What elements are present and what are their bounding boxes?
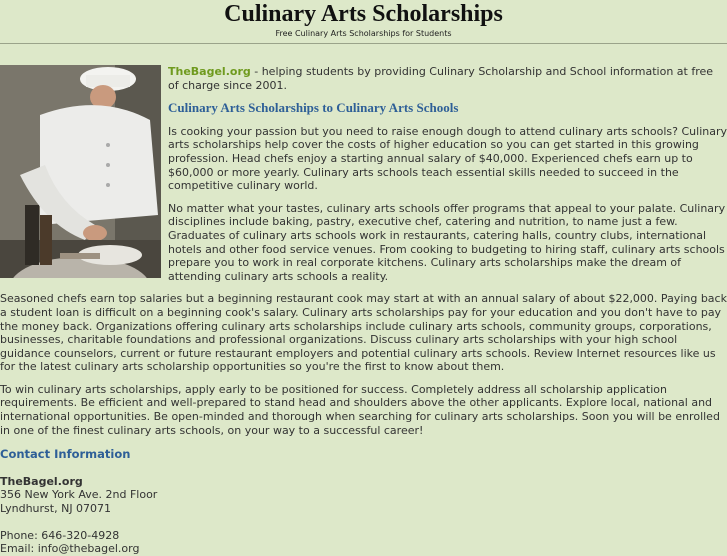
paragraph-1: Is cooking your passion but you need to raise enough dough to attend culinary arts schools? Culinary arts scholarships help cover the costs of higher education so you can get started in this growing profession. Head chefs enjoy a starting annual salary of $40,000. Experienced chefs earn up to $60,000 or more yearly. Culinary arts schools teach essential skills needed to succeed in the competitive culinary world. xyxy=(168,124,727,193)
chef-photo-icon xyxy=(0,65,161,278)
main-content xyxy=(0,44,727,556)
contact-spacer xyxy=(0,516,727,529)
site-subtitle: Free Culinary Arts Scholarships for Students xyxy=(275,29,452,38)
contact-address-line2: Lyndhurst, NJ 07071 xyxy=(0,502,112,516)
brand-link[interactable]: TheBagel.org xyxy=(168,65,251,78)
contact-phone: Phone: 646-320-4928 xyxy=(0,528,120,542)
chef-photo xyxy=(0,65,161,278)
contact-title: Contact Information xyxy=(0,447,131,462)
contact-address-line1: 356 New York Ave. 2nd Floor xyxy=(0,488,158,502)
contact-name: TheBagel.org xyxy=(0,474,83,488)
contact-email[interactable]: Email: info@thebagel.org xyxy=(0,542,140,556)
intro-description: - helping students by providing Culinary Scholarship and School information at free of charge since 2001. xyxy=(168,65,714,92)
paragraph-2: No matter what your tastes, culinary arts schools offer programs that appeal to your palate. Culinary disciplines include baking, pastry, executive chef, catering and nutrition, to name just a few. Graduates of culinary arts schools work in restaurants, catering halls, country clubs, international hotels and other food service venues. From cooking to budgeting to hiring staff, culinary arts schools prepare you to work in real corporate kitchens. Culinary arts scholarships make the dream of attending culinary arts schools a reality. xyxy=(168,201,726,283)
paragraph-3: Seasoned chefs earn top salaries but a beginning restaurant cook may start at with an annual salary of about $22,000. Paying back a student loan is difficult on a beginning cook's salary. Culinary arts scholarships pay for your education and you don't have to pay the money back. Organizations offering culinary arts scholarships include culinary arts schools, community groups, corporations, businesses, charitable foundations and professional organizations. Discuss culinary arts scholarships with your high school guidance counselors, current or future restaurant employers and potential culinary arts schools. Review Internet resources like us for the latest culinary arts scholarship opportunities so you're the first to know about them. xyxy=(0,292,727,374)
paragraph-4: To win culinary arts scholarships, apply early to be positioned for success. Completely address all scholarship application requirements. Be efficient and well-prepared to stand head and shoulders above the other applicants. Explore local, national and international opportunities. Be open-minded and thorough when searching for culinary arts scholarships. Soon you will be enrolled in one of the finest culinary arts schools, on your way to a successful career! xyxy=(0,382,720,437)
section-title: Culinary Arts Scholarships to Culinary Arts Schools xyxy=(168,100,459,116)
site-title: Culinary Arts Scholarships xyxy=(224,1,503,27)
page-header xyxy=(0,0,727,44)
